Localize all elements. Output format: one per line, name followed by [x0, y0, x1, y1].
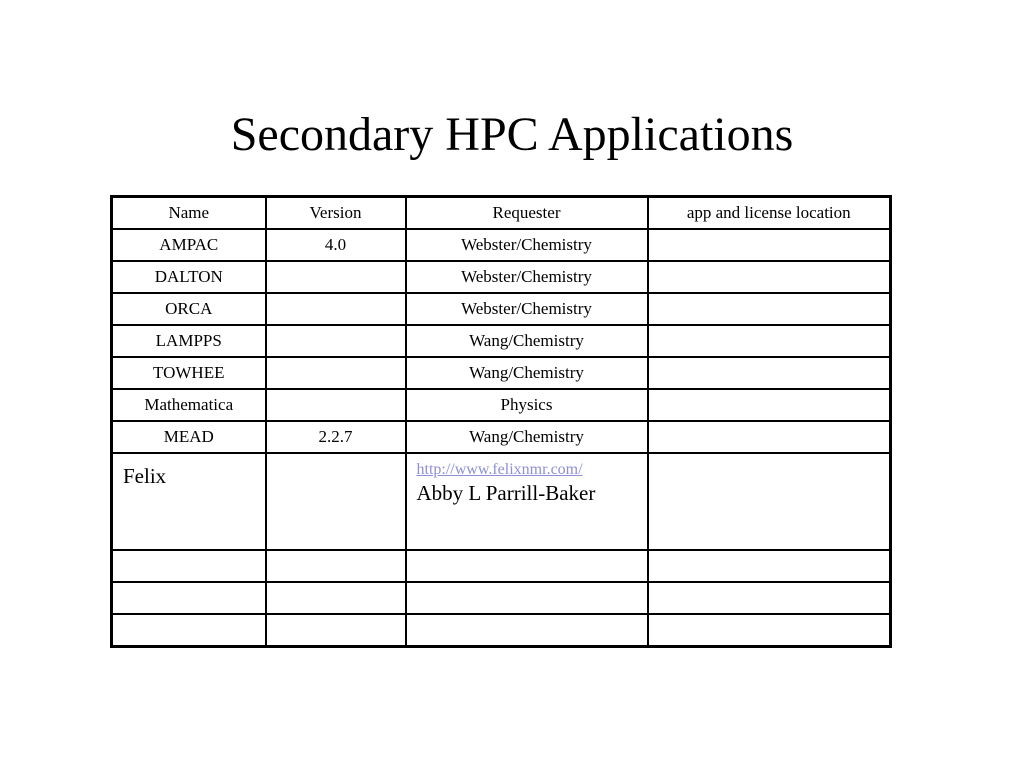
table-row [112, 614, 891, 647]
cell-location [648, 421, 891, 453]
cell-name: Felix [112, 453, 266, 550]
cell-requester: Physics [406, 389, 648, 421]
cell-requester-name: Abby L Parrill-Baker [416, 481, 596, 505]
cell-name: ORCA [112, 293, 266, 325]
cell-version: 2.2.7 [266, 421, 406, 453]
cell-name: LAMPPS [112, 325, 266, 357]
cell-version [266, 582, 406, 614]
cell-name: Mathematica [112, 389, 266, 421]
cell-requester: Webster/Chemistry [406, 293, 648, 325]
cell-requester [406, 582, 648, 614]
cell-name: AMPAC [112, 229, 266, 261]
cell-location [648, 582, 891, 614]
cell-location [648, 261, 891, 293]
slide-title: Secondary HPC Applications [230, 108, 794, 161]
header-version: Version [266, 197, 406, 230]
cell-requester [406, 453, 648, 550]
applications-table [110, 195, 892, 648]
cell-location [648, 614, 891, 647]
cell-location [648, 325, 891, 357]
cell-version [266, 614, 406, 647]
cell-location [648, 229, 891, 261]
cell-name [112, 614, 266, 647]
table-header-row [112, 197, 891, 230]
cell-name: DALTON [112, 261, 266, 293]
cell-name: MEAD [112, 421, 266, 453]
cell-location [648, 357, 891, 389]
cell-version [266, 261, 406, 293]
cell-version [266, 453, 406, 550]
header-requester: Requester [406, 197, 648, 230]
table-row [112, 261, 891, 293]
cell-requester: Wang/Chemistry [406, 421, 648, 453]
table-row [112, 229, 891, 261]
cell-requester [406, 614, 648, 647]
cell-version [266, 357, 406, 389]
header-name: Name [112, 197, 266, 230]
cell-version: 4.0 [266, 229, 406, 261]
cell-location [648, 550, 891, 582]
cell-name [112, 582, 266, 614]
cell-name: TOWHEE [112, 357, 266, 389]
cell-location [648, 293, 891, 325]
cell-requester: Wang/Chemistry [406, 325, 648, 357]
cell-requester: Wang/Chemistry [406, 357, 648, 389]
cell-location [648, 389, 891, 421]
felix-website-link[interactable]: http://www.felixnmr.com/ [416, 461, 583, 478]
cell-location [648, 453, 891, 550]
cell-requester: Webster/Chemistry [406, 261, 648, 293]
cell-version [266, 293, 406, 325]
table-row [112, 453, 891, 550]
cell-name [112, 550, 266, 582]
header-location: app and license location [648, 197, 891, 230]
table-row [112, 325, 891, 357]
table-row [112, 582, 891, 614]
cell-version [266, 389, 406, 421]
table-row [112, 293, 891, 325]
cell-requester [406, 550, 648, 582]
table-row [112, 421, 891, 453]
table-row [112, 550, 891, 582]
table-row [112, 357, 891, 389]
cell-version [266, 550, 406, 582]
cell-version [266, 325, 406, 357]
cell-requester: Webster/Chemistry [406, 229, 648, 261]
table-row [112, 389, 891, 421]
